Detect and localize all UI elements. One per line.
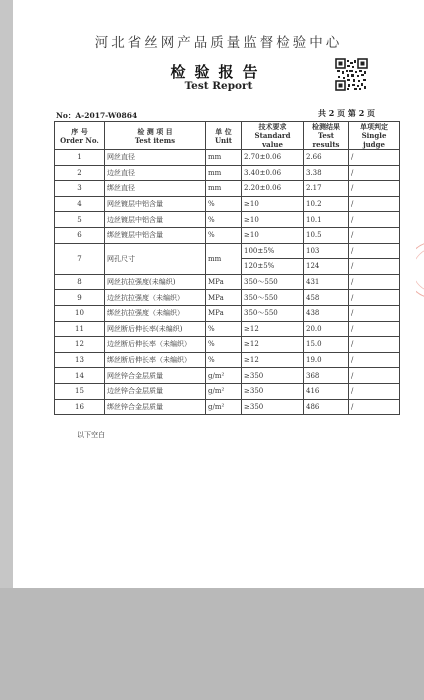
cell-no: 8 (55, 274, 105, 290)
cell-result: 10.5 (304, 227, 349, 243)
cell-no: 1 (55, 150, 105, 166)
cell-judge: / (349, 321, 400, 337)
cell-judge: / (349, 196, 400, 212)
title-cn: 检验报告 (170, 63, 267, 81)
cell-standard: ≥12 (242, 321, 304, 337)
cell-judge: / (349, 337, 400, 353)
cell-judge: / (349, 290, 400, 306)
cell-item: 绑丝镀层中铝含量 (105, 227, 206, 243)
cell-result: 103 (304, 243, 349, 259)
blank-below-note: 以下空白 (77, 431, 105, 439)
red-seal-stamp (416, 240, 424, 300)
org-name: 河北省丝网产品质量监督检验中心 (94, 35, 343, 51)
cell-no: 6 (55, 227, 105, 243)
cell-item: 网丝抗拉强度(未编织) (105, 274, 206, 290)
cell-item: 边丝抗拉强度（未编织） (105, 290, 206, 306)
cell-standard: ≥350 (242, 383, 304, 399)
cell-judge: / (349, 274, 400, 290)
cell-judge: / (349, 399, 400, 415)
table-header-row (55, 122, 400, 150)
cell-result: 2.17 (304, 181, 349, 197)
cell-no: 12 (55, 337, 105, 353)
cell-result: 15.0 (304, 337, 349, 353)
scan-edge-strip (0, 0, 13, 588)
cell-standard: 350～550 (242, 305, 304, 321)
cell-standard: ≥10 (242, 212, 304, 228)
cell-result: 2.66 (304, 150, 349, 166)
report-number: No：A-2017-W0864 (56, 111, 138, 120)
cell-item: 网丝断后伸长率(未编织) (105, 321, 206, 337)
table-row (55, 196, 400, 212)
cell-judge: / (349, 227, 400, 243)
table-row (55, 150, 400, 166)
qr-code-icon (335, 58, 368, 91)
cell-judge: / (349, 383, 400, 399)
table-row (55, 165, 400, 181)
cell-unit: g/m² (206, 368, 242, 384)
table-row (55, 383, 400, 399)
cell-unit: % (206, 212, 242, 228)
cell-item: 绑丝锌合金层质量 (105, 399, 206, 415)
cell-standard: ≥350 (242, 399, 304, 415)
cell-unit: mm (206, 150, 242, 166)
cell-judge: / (349, 212, 400, 228)
cell-unit: MPa (206, 274, 242, 290)
cell-unit: mm (206, 181, 242, 197)
cell-standard: ≥12 (242, 337, 304, 353)
cell-standard: 100±5% (242, 243, 304, 259)
cell-unit: mm (206, 165, 242, 181)
table-row (55, 337, 400, 353)
cell-unit: g/m² (206, 399, 242, 415)
cell-judge: / (349, 165, 400, 181)
cell-unit: MPa (206, 305, 242, 321)
cell-unit: % (206, 321, 242, 337)
cell-no: 16 (55, 399, 105, 415)
table-row (55, 212, 400, 228)
cell-result: 10.1 (304, 212, 349, 228)
header-order-no: 序 号 Order No. (55, 122, 105, 150)
cell-standard: ≥350 (242, 368, 304, 384)
cell-result: 368 (304, 368, 349, 384)
cell-no: 10 (55, 305, 105, 321)
cell-standard: 350～550 (242, 274, 304, 290)
cell-no: 4 (55, 196, 105, 212)
cell-item: 边丝镀层中铝含量 (105, 212, 206, 228)
cell-standard: ≥10 (242, 227, 304, 243)
cell-no: 3 (55, 181, 105, 197)
cell-no: 9 (55, 290, 105, 306)
cell-judge: / (349, 259, 400, 275)
cell-no: 2 (55, 165, 105, 181)
cell-unit: MPa (206, 290, 242, 306)
cell-unit: mm (206, 243, 242, 274)
cell-no: 13 (55, 352, 105, 368)
cell-unit: % (206, 337, 242, 353)
table-row (55, 321, 400, 337)
cell-judge: / (349, 305, 400, 321)
cell-item: 边丝断后伸长率（未编织） (105, 337, 206, 353)
cell-standard: ≥12 (242, 352, 304, 368)
cell-result: 416 (304, 383, 349, 399)
test-results-table (54, 121, 400, 415)
cell-judge: / (349, 368, 400, 384)
cell-standard: 2.20±0.06 (242, 181, 304, 197)
cell-no: 7 (55, 243, 105, 274)
cell-no: 15 (55, 383, 105, 399)
table-row (55, 243, 400, 259)
cell-item: 边丝直径 (105, 165, 206, 181)
table-row (55, 181, 400, 197)
cell-item: 网丝镀层中铝含量 (105, 196, 206, 212)
cell-no: 14 (55, 368, 105, 384)
cell-item: 绑丝直径 (105, 181, 206, 197)
table-row (55, 305, 400, 321)
cell-unit: g/m² (206, 383, 242, 399)
table-row (55, 399, 400, 415)
cell-item: 网丝锌合金层质量 (105, 368, 206, 384)
page-counter: 共 2 页 第 2 页 (318, 108, 376, 118)
header-test-items: 检 测 项 目 Test items (105, 122, 206, 150)
cell-item: 绑丝抗拉强度（未编织） (105, 305, 206, 321)
cell-result: 438 (304, 305, 349, 321)
cell-result: 19.0 (304, 352, 349, 368)
cell-unit: % (206, 352, 242, 368)
table-row (55, 368, 400, 384)
table-row (55, 290, 400, 306)
cell-result: 20.0 (304, 321, 349, 337)
table-row (55, 274, 400, 290)
cell-result: 124 (304, 259, 349, 275)
cell-result: 431 (304, 274, 349, 290)
cell-standard: 3.40±0.06 (242, 165, 304, 181)
cell-standard: 120±5% (242, 259, 304, 275)
cell-no: 11 (55, 321, 105, 337)
cell-standard: ≥10 (242, 196, 304, 212)
cell-item: 绑丝断后伸长率（未编织） (105, 352, 206, 368)
cell-result: 3.38 (304, 165, 349, 181)
cell-judge: / (349, 243, 400, 259)
report-sheet (13, 0, 424, 588)
cell-item: 边丝锌合金层质量 (105, 383, 206, 399)
cell-unit: % (206, 196, 242, 212)
header-standard-value: 技术要求 Standard value (242, 122, 304, 150)
cell-judge: / (349, 352, 400, 368)
cell-item: 网孔尺寸 (105, 243, 206, 274)
header-test-results: 检测结果 Test results (304, 122, 349, 150)
cell-unit: % (206, 227, 242, 243)
table-row (55, 352, 400, 368)
cell-item: 网丝直径 (105, 150, 206, 166)
cell-judge: / (349, 181, 400, 197)
cell-judge: / (349, 150, 400, 166)
header-single-judge: 单项判定 Single judge (349, 122, 400, 150)
header-unit: 单 位 Unit (206, 122, 242, 150)
cell-standard: 2.70±0.06 (242, 150, 304, 166)
cell-result: 458 (304, 290, 349, 306)
title-en: Test Report (184, 80, 253, 92)
cell-no: 5 (55, 212, 105, 228)
cell-result: 486 (304, 399, 349, 415)
cell-result: 10.2 (304, 196, 349, 212)
table-row (55, 227, 400, 243)
cell-standard: 350～550 (242, 290, 304, 306)
